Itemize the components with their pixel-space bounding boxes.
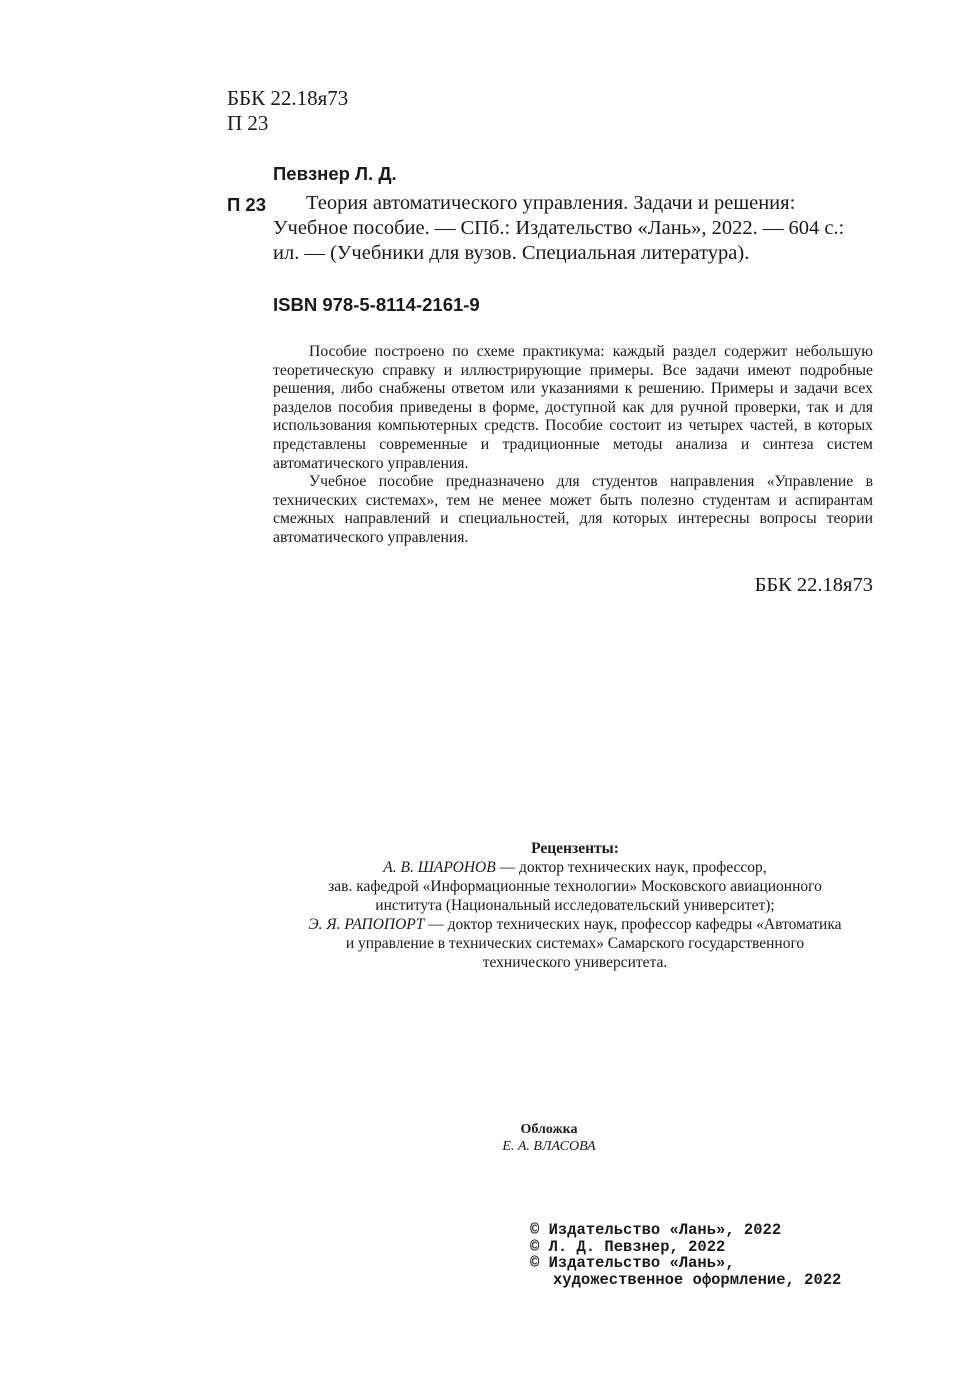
copyright-line: © Издательство «Лань», <box>530 1254 735 1272</box>
author-code: П 23 <box>227 194 267 215</box>
reviewer-text: — доктор технических наук, профессор кафедры «Автоматика <box>424 916 842 933</box>
copyright-line: © Л. Д. Певзнер, 2022 <box>530 1237 726 1256</box>
reviewer-line: и управление в технических системах» Самарского государственного <box>345 935 805 952</box>
cover-credit <box>449 1121 649 1155</box>
bbk-index: ББК 22.18я73 <box>227 86 349 110</box>
isbn: ISBN 978-5-8114-2161-9 <box>273 294 480 315</box>
title-line: Теория автоматического управления. Задачи и решения: <box>306 192 796 214</box>
reviewer-line: технического университета. <box>482 954 668 971</box>
copyright-line: © Издательство «Лань», 2022 <box>530 1221 782 1239</box>
cover-heading: Обложка <box>520 1122 578 1137</box>
copyright-line: художественное оформление, 2022 <box>553 1270 842 1289</box>
cover-designer: Е. А. ВЛАСОВА <box>502 1139 596 1154</box>
abstract-paragraph: Пособие построено по схеме практикума: каждый раздел содержит небольшую теоретическую справку и иллюстрирующие примеры. Все задачи имеют подробные решения, либо снабжены ответом или указаниями к решению. Примеры и задачи всех разделов пособия приведены в форме, доступной как для ручной проверки, так и для использования компьютерных средств. Пособие состоит из четырех частей, в которых представлены современные и традиционные методы анализа и синтеза систем автоматического управления. <box>273 343 873 472</box>
abstract <box>273 343 873 548</box>
author-mark: П 23 <box>227 111 269 135</box>
reviewer-name: Э. Я. РАПОПОРТ <box>308 916 425 933</box>
reviewer-line <box>265 858 885 877</box>
reviewer-line: института (Национальный исследовательский университет); <box>375 897 775 914</box>
author-name: Певзнер Л. Д. <box>273 163 397 184</box>
title-block <box>273 191 873 266</box>
classification-block <box>227 86 348 136</box>
reviewers-heading: Рецензенты: <box>531 840 619 857</box>
title-line: ил. — (Учебники для вузов. Специальная литература). <box>273 242 750 264</box>
title-line: Учебное пособие. — СПб.: Издательство «Лань», 2022. — 604 с.: <box>273 217 845 239</box>
reviewer-line <box>265 915 885 934</box>
abstract-paragraph: Учебное пособие предназначено для студентов направления «Управление в технических системах», тем не менее может быть полезно студентам и аспирантам смежных направлений и специальностей, для которых интересны вопросы теории автоматического управления. <box>273 473 873 546</box>
reviewer-line: зав. кафедрой «Информационные технологии» Московского авиационного <box>328 878 822 895</box>
copyright-block <box>530 1222 841 1288</box>
reviewer-text: — доктор технических наук, профессор, <box>495 859 767 876</box>
reviewers-block <box>265 839 885 972</box>
reviewer-name: А. В. ШАРОНОВ <box>383 859 496 876</box>
bbk-index-bottom: ББК 22.18я73 <box>754 574 873 596</box>
